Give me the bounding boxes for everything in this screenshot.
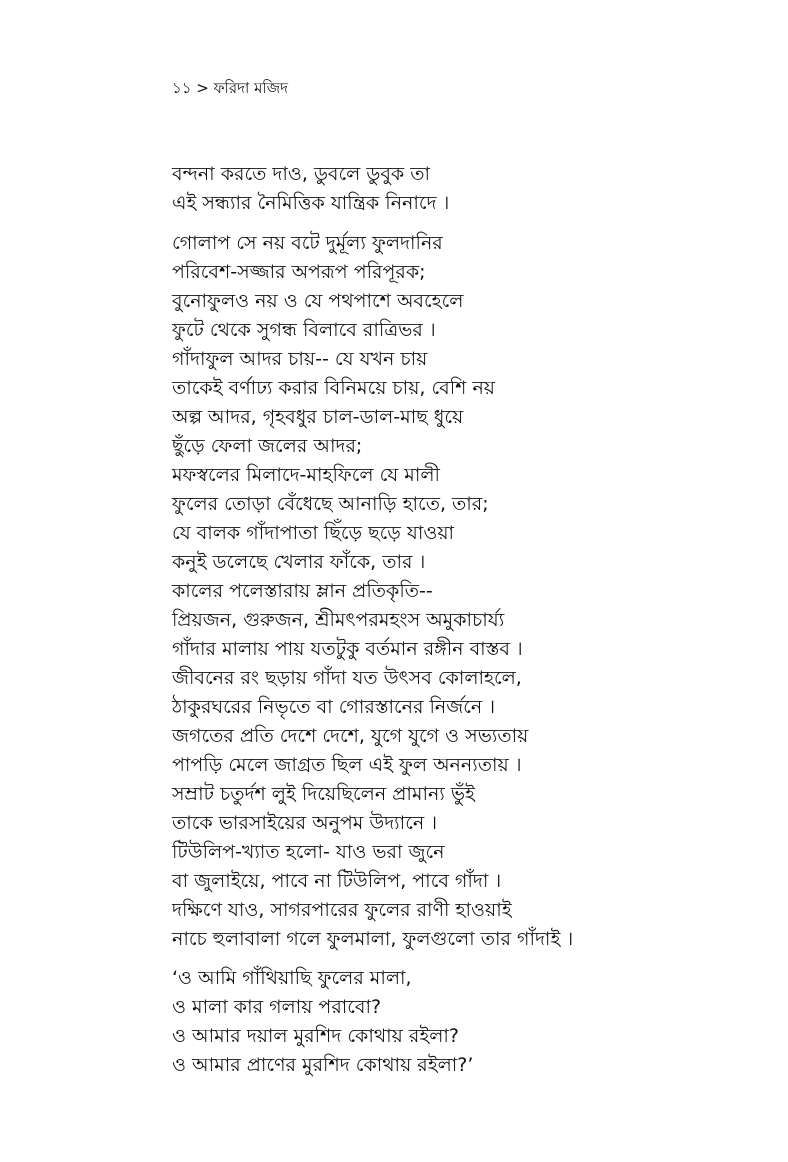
poem-line: কালের পলেস্তারায় ম্লান প্রতিকৃতি-- [172, 580, 433, 602]
poem-line: কনুই ডলেছে খেলার ফাঁকে, তার । [172, 551, 426, 573]
running-header: ১১ > ফরিদা মজিদ [172, 79, 288, 97]
poem-line: বা জুলাইয়ে, পাবে না টিউলিপ, পাবে গাঁদা । [172, 870, 502, 892]
poem-line: টিউলিপ-খ্যাত হলাে- যাও ভরা জুনে [172, 841, 445, 863]
poem-line: বুনোফুলও নয় ও যে পথপাশে অবহেলে [172, 290, 464, 312]
poem-line: ফুলের তোড়া বেঁধেছে আনাড়ি হাতে, তার; [172, 493, 489, 515]
poem-line: অল্প আদর, গৃহবধুর চাল-ডাল-মাছ ধুয়ে [172, 406, 464, 428]
poem-line: যে বালক গাঁদাপাতা ছিঁড়ে ছড়ে যাওয়া [172, 522, 455, 544]
poem-line: প্রিয়জন, গুরুজন, শ্রীমৎপরমহংস অমুকাচার্য্য [172, 609, 505, 631]
poem-line: নাচে হুলাবালা গলে ফুলমালা, ফুলগুলো তার গাঁদাই । [172, 928, 574, 950]
poem-line: এই সন্ধ্যার নৈমিত্তিক যান্ত্রিক নিনাদে । [172, 192, 450, 214]
poem-line: জীবনের রং ছড়ায় গাঁদা যত উৎসব কোলাহলে, [172, 667, 522, 689]
poem-line: তাকে ভারসাইয়ের অনুপম উদ্যানে । [172, 812, 438, 834]
poem-line: মফস্বলের মিলাদে-মাহফিলে যে মালী [172, 464, 440, 486]
poem-line: গাঁদাফুল আদর চায়-- যে যখন চায় [172, 348, 428, 370]
poem-line: ও আমার প্রাণের মুরশিদ কোথায় রইলা?’ [172, 1054, 474, 1076]
poem-line: ফুটে থেকে সুগন্ধ বিলাবে রাত্রিভর । [172, 319, 436, 341]
poem-line: গোলাপ সে নয় বটে দুর্মূল্য ফুলদানির [172, 232, 443, 254]
stanza-1 [172, 160, 449, 218]
poem-line: পরিবেশ-সজ্জার অপরূপ পরিপূরক; [172, 261, 426, 283]
poem-line: ছুঁড়ে ফেলা জলের আদর; [172, 435, 363, 457]
stanza-3 [172, 964, 473, 1080]
poem-line: বন্দনা করতে দাও, ডুবলে ডুবুক তা [172, 163, 430, 185]
poem-line: তাকেই বর্ণাঢ্য করার বিনিময়ে চায়, বেশি নয় [172, 377, 496, 399]
poem-line: ও আমার দয়াল মুরশিদ কোথায় রইলা? [172, 1025, 459, 1047]
poem-line: ও মালা কার গলায় পরাবো? [172, 996, 382, 1018]
stanza-2 [172, 229, 573, 954]
poem-line: ঠাকুরঘরের নিভৃতে বা গোরস্তানের নির্জনে । [172, 696, 496, 718]
poem-line: সম্রাট চতুর্দশ লুই দিয়েছিলেন প্রামান্য ভুঁই [172, 783, 475, 805]
poem-line: পাপড়ি মেলে জাগ্রত ছিল এই ফুল অনন্যতায় । [172, 754, 522, 776]
poem-line: ‘ও আমি গাঁথিয়াছি ফুলের মালা, [172, 967, 412, 989]
poem-line: গাঁদার মালায় পায় যতটুকু বর্তমান রঙ্গীন বাস্তব । [172, 638, 523, 660]
poem-line: জগতের প্রতি দেশে দেশে, যুগে যুগে ও সভ্যতায় [172, 725, 529, 747]
poem-line: দক্ষিণে যাও, সাগরপারের ফুলের রাণী হাওয়াই [172, 899, 512, 921]
